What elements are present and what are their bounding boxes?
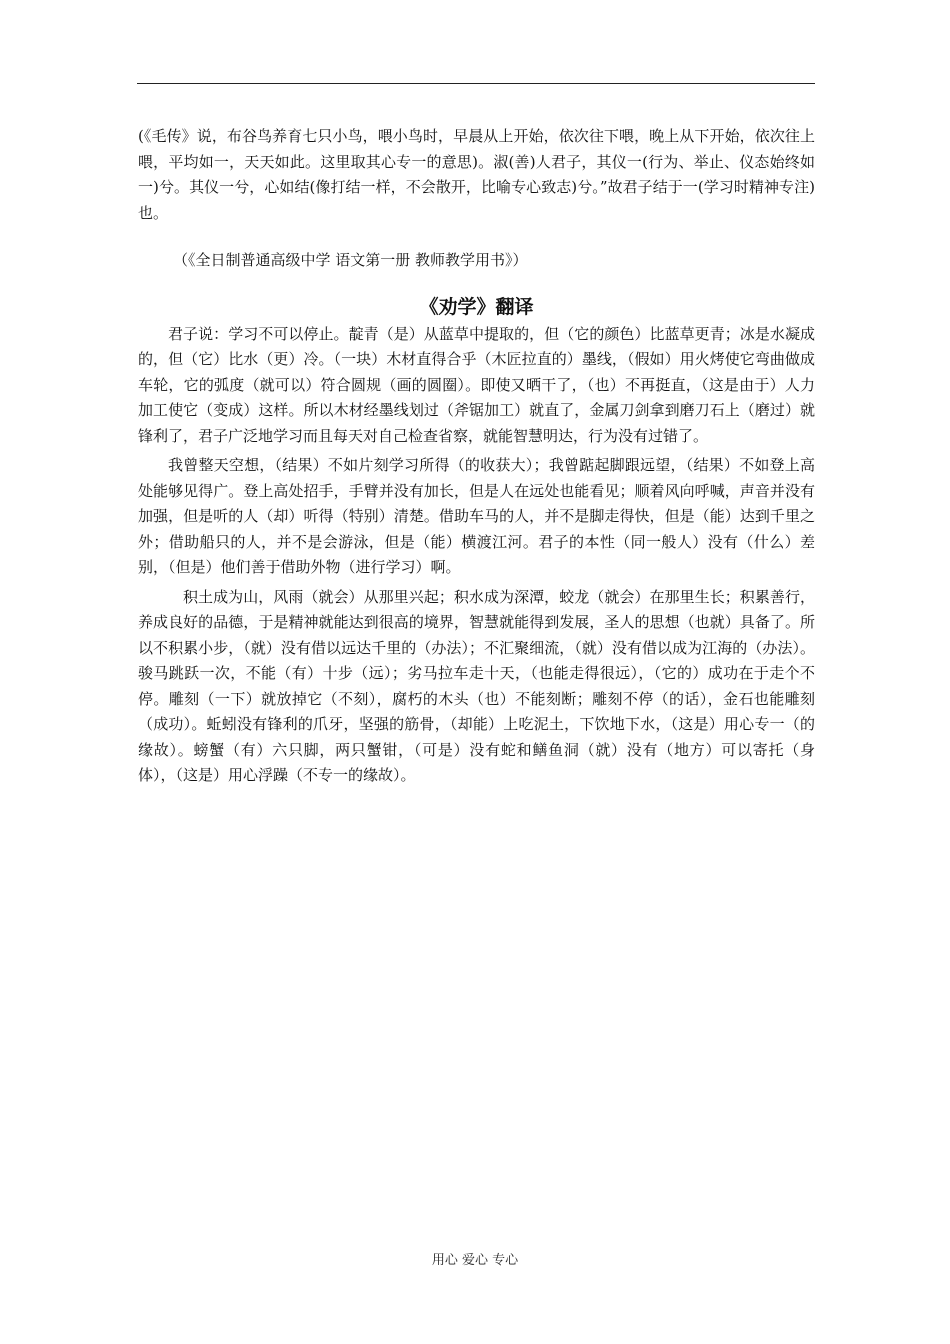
section-title: 《劝学》翻译: [419, 295, 534, 318]
citation: （《全日制普通高级中学 语文第一册 教师教学用书》）: [173, 251, 528, 269]
document-body: [138, 124, 815, 789]
translation-paragraph-3: 积土成为山，风雨（就会）从那里兴起；积水成为深潭，蛟龙（就会）在那里生长；积累善行，养成良好的品德，于是精神就能达到很高的境界，智慧就能得到发展，圣人的思想（也就）具备了。所以不积累小步，（就）没有借以远达千里的（办法）；不汇聚细流，（就）没有借以成为江海的（办法）。骏马跳跃一次，不能（有）十步（远）；劣马拉车走十天，（也能走得很远），（它的）成功在于走个不停。雕刻（一下）就放掉它（不刻），腐朽的木头（也）不能刻断；雕刻不停（的话），金石也能雕刻（成功）。蚯蚓没有锋利的爪牙，坚强的筋骨，（却能）上吃泥土，下饮地下水，（这是）用心专一（的缘故）。螃蟹（有）六只脚，两只蟹钳，（可是）没有蛇和鳝鱼洞（就）没有（地方）可以寄托（身体），（这是）用心浮躁（不专一的缘故）。: [138, 587, 815, 784]
header-rule: [137, 83, 815, 84]
translation-paragraph-2: 我曾整天空想，（结果）不如片刻学习所得（的收获大）；我曾踮起脚跟远望，（结果）不如登上高处能够见得广。登上高处招手，手臂并没有加长，但是人在远处也能看见；顺着风向呼喊，声音并没有加强，但是听的人（却）听得（特别）清楚。借助车马的人，并不是脚走得快，但是（能）达到千里之外；借助船只的人，并不是会游泳，但是（能）横渡江河。君子的本性（同一般人）没有（什么）差别，（但是）他们善于借助外物（进行学习）啊。: [138, 456, 815, 576]
page-footer: 用心 爱心 专心: [431, 1253, 519, 1268]
intro-paragraph: (《毛传》说，布谷鸟养育七只小鸟，喂小鸟时，早晨从上开始，依次往下喂，晚上从下开始，依次往上喂，平均如一，天天如此。这里取其心专一的意思)。淑(善)人君子，其仪一(行为、举止、仪态始终如一)兮。其仪一兮，心如结(像打结一样，不会散开，比喻专心致志)兮。”故君子结于一(学习时精神专注)也。: [138, 127, 815, 222]
translation-paragraph-1: 君子说：学习不可以停止。靛青（是）从蓝草中提取的，但（它的颜色）比蓝草更青；冰是水凝成的，但（它）比水（更）冷。（一块）木材直得合乎（木匠拉直的）墨线，（假如）用火烤使它弯曲做成车轮，它的弧度（就可以）符合圆规（画的圆圈）。即使又晒干了，（也）不再挺直，（这是由于）人力加工使它（变成）这样。所以木材经墨线划过（斧锯加工）就直了，金属刀剑拿到磨刀石上（磨过）就锋利了，君子广泛地学习而且每天对自己检查省察，就能智慧明达，行为没有过错了。: [138, 324, 815, 445]
